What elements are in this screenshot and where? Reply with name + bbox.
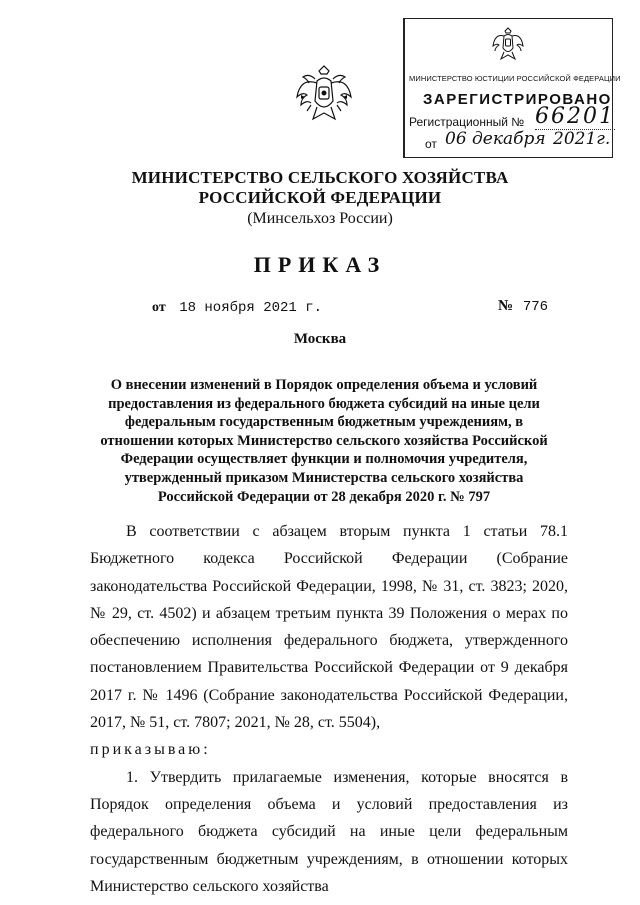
stamp-reg-label: Регистрационный № <box>409 115 525 129</box>
stamp-date-prefix: от <box>425 137 437 151</box>
order-date-prefix: от <box>152 300 166 315</box>
order-city: Москва <box>293 331 347 347</box>
stamp-ministry-text: МИНИСТЕРСТВО ЮСТИЦИИ РОССИЙСКОЙ ФЕДЕРАЦИИ <box>409 74 621 83</box>
order-word: приказываю: <box>90 741 211 759</box>
order-subject: О внесении изменений в Порядок определения объема и условий предоставления из федерального бюджета субсидий на иные цели федеральным государственным бюджетным учреждениям, в отношении которых Министерство сельского хозяйства Российской Федерации осуществляет функции и полномочия учредителя, утвержденный приказом Министерства сельского хозяйства Российской Федерации от 28 декабря 2020 г. № 797 <box>100 377 548 505</box>
ministry-header <box>0 168 640 230</box>
stamp-year-handwritten: 2021г. <box>553 129 611 149</box>
stamp-reg-number: 66201 <box>535 104 615 129</box>
stamp-date-handwritten: 06 декабря <box>445 129 546 149</box>
order-number-sign: № <box>498 298 514 314</box>
ministry-name-line2: РОССИЙСКОЙ ФЕДЕРАЦИИ <box>198 188 442 207</box>
stamp-emblem-icon <box>491 27 525 61</box>
body-paragraph-2: 1. Утвердить прилагаемые изменения, которые вносятся в Порядок определения объема и условий предоставления из федерального бюджета субсидий на иные цели федеральным государственным бюджетным учреждениям, в отношении которых Министерство сельского хозяйства <box>90 768 568 895</box>
order-date: 18 ноября 2021 г. <box>179 300 323 316</box>
order-body <box>90 518 568 900</box>
ministry-short-name: (Минсельхоз России) <box>247 210 393 227</box>
body-paragraph-1 <box>90 518 568 764</box>
document-title: ПРИКАЗ <box>253 252 387 277</box>
order-number: 776 <box>522 299 549 315</box>
stamp-registered-text: ЗАРЕГИСТРИРОВАНО <box>423 91 612 108</box>
ministry-name-line1: МИНИСТЕРСТВО СЕЛЬСКОГО ХОЗЯЙСТВА <box>131 168 509 187</box>
paragraph-1-text: В соответствии с абзацем вторым пункта 1 статьи 78.1 Бюджетного кодекса Российской Федерации (Собрание законодательства Российской Федерации, 1998, № 31, ст. 3823; 2020, № 29, ст. 4502) и абзацем третьим пункта 39 Положения о мерах по обеспечению исполнения федерального бюджета, утвержденного постановлением Правительства Российской Федерации от 9 декабря 2017 г. № 1496 (Собрание законодательства Российской Федерации, 2017, № 51, ст. 7807; 2021, № 28, ст. 5504), <box>90 523 568 732</box>
order-date-row <box>152 300 322 316</box>
order-number-row <box>498 298 548 315</box>
coat-of-arms-emblem <box>295 65 353 125</box>
registration-stamp <box>403 18 621 158</box>
